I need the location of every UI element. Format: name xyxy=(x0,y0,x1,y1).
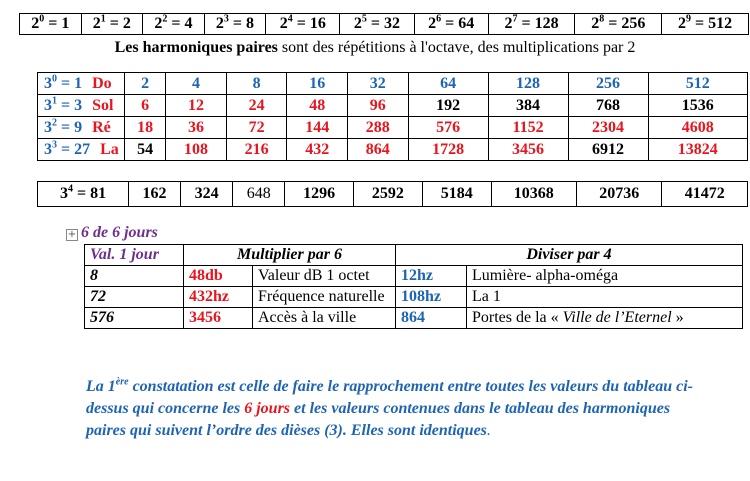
power-base: 2 xyxy=(154,15,163,32)
six-days-row xyxy=(85,287,743,308)
divide-desc: La 1 xyxy=(467,287,743,308)
harmonic-cell: 96 xyxy=(347,95,408,117)
harmonic-note: Do xyxy=(92,74,112,92)
harmonic-value: 3 xyxy=(74,96,83,114)
harmonics-table xyxy=(37,72,748,161)
harmonic-cell: 1152 xyxy=(488,117,568,139)
power-exp: 9 xyxy=(686,13,692,25)
power-81-exp: 4 xyxy=(67,183,73,195)
harmonic-cell: 1728 xyxy=(408,139,488,161)
day-value: 72 xyxy=(85,287,184,308)
power-81-cell: 5184 xyxy=(422,182,491,207)
power-value: 256 xyxy=(621,15,646,32)
harmonic-cell: 8 xyxy=(226,73,287,95)
intro-sentence xyxy=(0,39,750,57)
power-exp: 7 xyxy=(512,13,518,25)
six-days-row xyxy=(85,266,743,287)
power-cell: $2^8 = 256$ xyxy=(575,14,662,35)
power-81-cell: 648 xyxy=(233,182,285,207)
harmonic-note: Ré xyxy=(92,118,111,136)
multiply-value: 432hz xyxy=(184,287,253,308)
multiply-desc: Valeur dB 1 octet xyxy=(253,266,396,287)
power-cell: $2^9 = 512$ xyxy=(662,14,749,35)
para-part-1: La 1 xyxy=(86,378,116,395)
harmonic-cell: 864 xyxy=(347,139,408,161)
six-days-title xyxy=(81,224,158,242)
table-move-handle-icon[interactable]: + xyxy=(67,229,77,240)
powers-of-two-table xyxy=(19,13,749,35)
harmonic-value: 1 xyxy=(74,74,83,92)
power-cell: $2^4 = 16$ xyxy=(266,14,340,35)
harmonic-base: 3 xyxy=(44,118,52,136)
power-81-row xyxy=(38,182,748,207)
power-exp: 6 xyxy=(436,13,442,25)
harmonic-exp: 3 xyxy=(52,139,57,151)
six-days-title-days: 6 jours xyxy=(112,224,158,241)
harmonic-cell: 144 xyxy=(287,117,348,139)
harmonic-cell: 6 xyxy=(125,95,166,117)
harmonic-note: Sol xyxy=(92,96,114,114)
multiply-desc: Accès à la ville xyxy=(253,308,396,329)
power-base: 2 xyxy=(353,15,362,32)
powers-row xyxy=(20,14,749,35)
power-exp: 8 xyxy=(599,13,605,25)
power-81-table xyxy=(37,181,748,207)
power-value: 8 xyxy=(246,15,255,32)
power-cell: $2^3 = 8$ xyxy=(204,14,266,35)
power-81-value: 81 xyxy=(90,185,107,202)
harmonic-power: $3^3 = 27$ xyxy=(44,139,91,158)
power-value: 2 xyxy=(122,15,131,32)
conclusion-paragraph xyxy=(86,376,698,442)
multiply-desc: Fréquence naturelle xyxy=(253,287,396,308)
divide-value: 864 xyxy=(396,308,467,329)
header-divide: Diviser par 4 xyxy=(396,245,743,266)
power-81-cell: 1296 xyxy=(285,182,354,207)
power-cell: $2^2 = 4$ xyxy=(143,14,205,35)
power-81-cell: 2592 xyxy=(354,182,423,207)
power-81-label: $3^4 = 81$ xyxy=(38,182,129,207)
power-base: 2 xyxy=(678,15,687,32)
power-exp: 3 xyxy=(223,13,229,25)
harmonic-cell: 432 xyxy=(287,139,348,161)
harmonic-base: 3 xyxy=(44,74,52,92)
harmonic-cell: 16 xyxy=(287,73,348,95)
harmonic-power: $3^2 = 9$ xyxy=(44,117,83,136)
power-cell: $2^1 = 2$ xyxy=(81,14,143,35)
harmonic-cell: 12 xyxy=(166,95,227,117)
harmonic-cell: 4608 xyxy=(648,117,747,139)
harmonic-cell: 108 xyxy=(166,139,227,161)
power-value: 1 xyxy=(61,15,70,32)
power-cell: $2^6 = 64$ xyxy=(414,14,488,35)
power-value: 32 xyxy=(384,15,401,32)
divide-desc-italic: Ville de l’Eternel xyxy=(562,309,672,326)
power-exp: 4 xyxy=(287,13,293,25)
para-red-six-jours: 6 jours xyxy=(244,400,291,417)
harmonic-value: 27 xyxy=(74,140,91,158)
divide-value: 108hz xyxy=(396,287,467,308)
divide-value: 12hz xyxy=(396,266,467,287)
harmonic-base: 3 xyxy=(44,96,52,114)
harmonic-cell: 2304 xyxy=(568,117,648,139)
harmonic-cell: 72 xyxy=(226,117,287,139)
power-cell: $2^5 = 32$ xyxy=(340,14,414,35)
power-exp: 2 xyxy=(162,13,168,25)
para-end: . xyxy=(486,422,491,439)
harmonic-exp: 1 xyxy=(52,95,57,107)
power-cell: $2^0 = 1$ xyxy=(20,14,82,35)
power-base: 2 xyxy=(504,15,513,32)
harmonic-cell: 576 xyxy=(408,117,488,139)
divide-desc xyxy=(467,308,743,329)
intro-bold: Les harmoniques paires xyxy=(114,39,278,56)
power-value: 16 xyxy=(309,15,326,32)
power-base: 2 xyxy=(591,15,600,32)
power-base: 2 xyxy=(215,15,224,32)
harmonic-label-cell xyxy=(38,117,125,139)
harmonic-cell: 3456 xyxy=(488,139,568,161)
power-value: 4 xyxy=(184,15,193,32)
harmonic-exp: 2 xyxy=(52,117,57,129)
harmonic-cell: 48 xyxy=(287,95,348,117)
harmonic-cell: 32 xyxy=(347,73,408,95)
harmonic-label-cell xyxy=(38,73,125,95)
harmonic-base: 3 xyxy=(44,140,52,158)
harmonic-cell: 256 xyxy=(568,73,648,95)
power-value: 64 xyxy=(458,15,475,32)
harmonic-power: $3^1 = 3$ xyxy=(44,95,83,114)
power-81-cell: 162 xyxy=(129,182,181,207)
divide-desc-post: » xyxy=(671,309,684,326)
power-81-cell: 324 xyxy=(181,182,233,207)
power-81-cell: 10368 xyxy=(491,182,576,207)
para-part-3: et les valeurs contenues dans le tableau des harmoniques paires qui suivent l’ordre des dièses (3). Elles sont identiques xyxy=(86,400,671,439)
harmonic-cell: 4 xyxy=(166,73,227,95)
power-exp: 1 xyxy=(100,13,106,25)
multiply-value: 3456 xyxy=(184,308,253,329)
harmonic-cell: 64 xyxy=(408,73,488,95)
divide-desc-pre: Portes de la « xyxy=(472,309,563,326)
harmonics-row xyxy=(38,117,748,139)
harmonic-cell: 13824 xyxy=(648,139,747,161)
power-base: 2 xyxy=(92,15,101,32)
six-days-title-prefix: 6 de xyxy=(81,224,113,241)
harmonic-cell: 1536 xyxy=(648,95,747,117)
power-exp: 0 xyxy=(39,13,45,25)
harmonics-row xyxy=(38,73,748,95)
power-base: 2 xyxy=(31,15,40,32)
harmonics-row xyxy=(38,139,748,161)
power-81-cell: 41472 xyxy=(662,182,748,207)
harmonic-cell: 384 xyxy=(488,95,568,117)
harmonic-cell: 768 xyxy=(568,95,648,117)
harmonic-cell: 512 xyxy=(648,73,747,95)
harmonic-exp: 0 xyxy=(52,73,57,85)
harmonic-power: $3^0 = 1$ xyxy=(44,73,83,92)
harmonic-note: La xyxy=(100,140,119,158)
harmonic-cell: 128 xyxy=(488,73,568,95)
header-multiply: Multiplier par 6 xyxy=(184,245,396,266)
six-days-row xyxy=(85,308,743,329)
power-base: 2 xyxy=(279,15,288,32)
six-days-header-row xyxy=(85,245,743,266)
para-sup: ère xyxy=(115,376,129,388)
harmonic-cell: 6912 xyxy=(568,139,648,161)
header-val-1-jour: Val. 1 jour xyxy=(85,245,184,266)
para-part-2: constatation est celle de faire le rapprochement entre toutes les valeurs du tableau ci-dessus qui concerne les xyxy=(86,378,693,417)
divide-desc: Lumière- alpha-oméga xyxy=(467,266,743,287)
harmonic-cell: 216 xyxy=(226,139,287,161)
harmonic-cell: 36 xyxy=(166,117,227,139)
six-days-table xyxy=(84,244,743,329)
six-days-body xyxy=(85,266,743,329)
day-value: 576 xyxy=(85,308,184,329)
day-value: 8 xyxy=(85,266,184,287)
power-value: 512 xyxy=(708,15,733,32)
power-exp: 5 xyxy=(361,13,367,25)
harmonic-cell: 18 xyxy=(125,117,166,139)
multiply-value: 48db xyxy=(184,266,253,287)
harmonic-value: 9 xyxy=(74,118,83,136)
power-81-cell: 20736 xyxy=(577,182,662,207)
harmonic-cell: 54 xyxy=(125,139,166,161)
harmonic-cell: 192 xyxy=(408,95,488,117)
power-value: 128 xyxy=(534,15,559,32)
power-base: 2 xyxy=(428,15,437,32)
harmonics-row xyxy=(38,95,748,117)
harmonic-label-cell xyxy=(38,139,125,161)
harmonic-label-cell xyxy=(38,95,125,117)
intro-rest: sont des répétitions à l'octave, des multiplications par 2 xyxy=(277,39,636,56)
harmonic-cell: 288 xyxy=(347,117,408,139)
harmonic-cell: 24 xyxy=(226,95,287,117)
power-cell: $2^7 = 128$ xyxy=(488,14,575,35)
power-81-base: 3 xyxy=(59,185,68,202)
harmonic-cell: 2 xyxy=(125,73,166,95)
